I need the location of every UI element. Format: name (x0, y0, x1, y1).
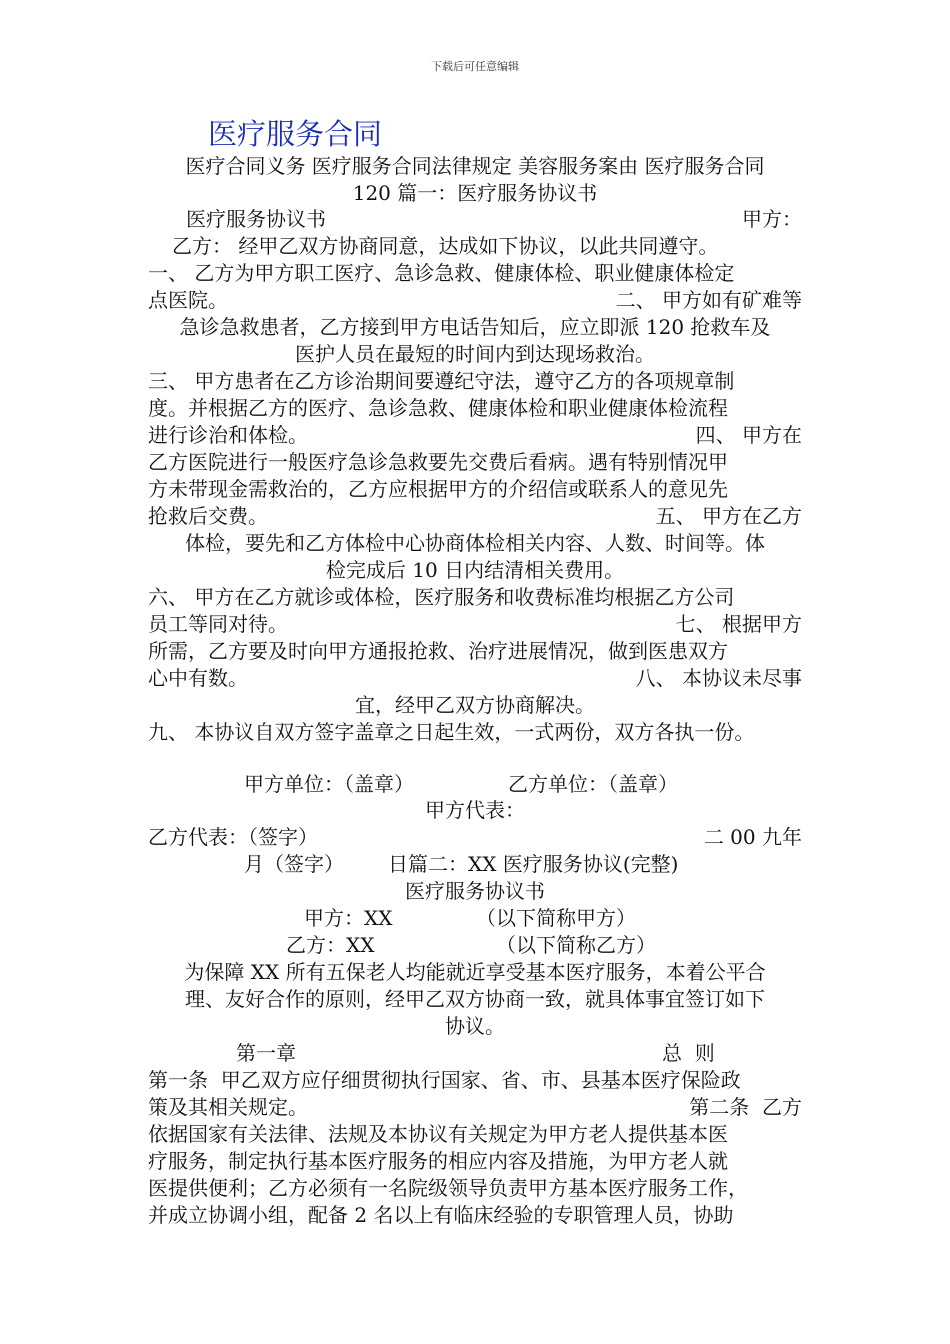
text-line: （以下简称乙方） (496, 933, 656, 957)
text-line: 医提供便利；乙方必须有一名院级领导负责甲方基本医疗服务工作， (148, 1176, 748, 1200)
text-line: 甲方：XX (304, 906, 393, 930)
text-line: 医护人员在最短的时间内到达现场救治。 (295, 342, 655, 366)
text-line: 120 篇一：医疗服务协议书 (352, 181, 598, 205)
text-line: 二、 甲方如有矿难等 (615, 288, 802, 312)
text-line: 抢救后交费。 (148, 504, 268, 528)
document-title: 医疗服务合同 (208, 117, 383, 151)
text-line: 依据国家有关法律、法规及本协议有关规定为甲方老人提供基本医 (148, 1122, 728, 1146)
text-line: 心中有数。 (148, 666, 248, 690)
text-line: 六、 甲方在乙方就诊或体检，医疗服务和收费标准均根据乙方公司 (148, 585, 735, 609)
text-line: 八、 本协议未尽事 (635, 666, 802, 690)
text-line: 协议。 (445, 1014, 505, 1038)
chapter-number: 第一章 (236, 1041, 296, 1065)
text-line: 点医院。 (148, 288, 228, 312)
text-line: 体检，要先和乙方体检中心协商体检相关内容、人数、时间等。体 (185, 531, 765, 555)
text-line: 为保障 XX 所有五保老人均能就近享受基本医疗服务，本着公平合 (184, 960, 766, 984)
text-line: 三、 甲方患者在乙方诊治期间要遵纪守法，遵守乙方的各项规章制 (148, 369, 735, 393)
date-year: 二 00 九年 (703, 825, 802, 849)
section-title: 医疗服务协议书 (405, 879, 545, 903)
party-b-unit: 乙方单位：（盖章） (508, 772, 678, 796)
text-line: 一、 乙方为甲方职工医疗、急诊急救、健康体检、职业健康体检定 (148, 261, 735, 285)
text-line: 进行诊治和体检。 (148, 423, 308, 447)
text-line: 策及其相关规定。 (148, 1095, 308, 1119)
text-line: 乙方：XX (286, 933, 375, 957)
text-line: 五、 甲方在乙方 (655, 504, 802, 528)
text-line: 并成立协调小组，配备 2 名以上有临床经验的专职管理人员，协助 (148, 1203, 734, 1227)
text-line: 第一条 甲乙双方应仔细贯彻执行国家、省、市、县基本医疗保险政 (148, 1068, 741, 1092)
text-line: 九、 本协议自双方签字盖章之日起生效，一式两份，双方各执一份。 (148, 720, 755, 744)
chapter-title: 总 则 (662, 1041, 715, 1065)
party-a-unit: 甲方单位：（盖章） (244, 772, 414, 796)
text-line: 甲方： (742, 207, 802, 231)
page-header: 下载后可任意编辑 (431, 60, 519, 73)
party-a-representative: 甲方代表： (425, 798, 525, 822)
text-line: 方未带现金需救治的，乙方应根据甲方的介绍信或联系人的意见先 (148, 477, 728, 501)
text-line: 七、 根据甲方 (675, 612, 802, 636)
text-line: 医疗服务协议书 (186, 207, 326, 231)
text-line: 所需，乙方要及时向甲方通报抢救、治疗进展情况，做到医患双方 (148, 639, 728, 663)
text-line: 宜，经甲乙双方协商解决。 (355, 693, 595, 717)
text-line: 四、 甲方在 (695, 423, 802, 447)
text-line: 员工等同对待。 (148, 612, 288, 636)
text-line: 疗服务，制定执行基本医疗服务的相应内容及措施，为甲方老人就 (148, 1149, 728, 1173)
text-line: 乙方医院进行一般医疗急诊急救要先交费后看病。遇有特别情况甲 (148, 450, 728, 474)
text-line: 检完成后 10 日内结清相关费用。 (325, 558, 625, 582)
text-line: 月（签字） (244, 852, 344, 876)
text-line: （以下简称甲方） (476, 906, 636, 930)
text-line: 度。并根据乙方的医疗、急诊急救、健康体检和职业健康体检流程 (148, 396, 728, 420)
text-line: 急诊急救患者，乙方接到甲方电话告知后，应立即派 120 抢救车及 (179, 315, 771, 339)
party-b-representative: 乙方代表：（签字） (148, 825, 318, 849)
text-line: 第二条 乙方 (689, 1095, 802, 1119)
text-line: 乙方： 经甲乙双方协商同意，达成如下协议，以此共同遵守。 (172, 234, 719, 258)
text-line: 日篇二：XX 医疗服务协议(完整) (388, 852, 679, 876)
text-line: 医疗合同义务 医疗服务合同法律规定 美容服务案由 医疗服务合同 (185, 154, 765, 178)
text-line: 理、友好合作的原则，经甲乙双方协商一致，就具体事宜签订如下 (185, 987, 765, 1011)
